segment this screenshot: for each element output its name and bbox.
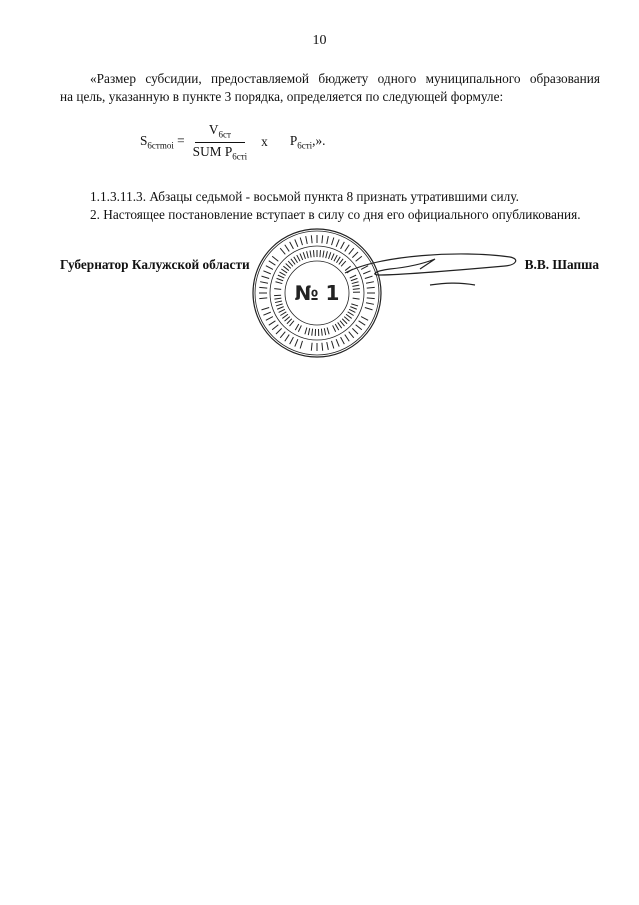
stamp-letter-mark	[353, 298, 360, 299]
stamp-letter-mark	[356, 325, 362, 330]
item-2: 2. Настоящее постановление вступает в силу со дня его официального опубликования.	[90, 207, 581, 222]
stamp-letter-mark	[365, 308, 373, 310]
stamp-letter-mark	[286, 264, 291, 269]
formula-fraction	[193, 122, 247, 161]
stamp-letter-mark	[277, 278, 284, 280]
stamp-letter-mark	[294, 257, 298, 263]
stamp-letter-mark	[280, 248, 285, 254]
stamp-letter-mark	[259, 287, 267, 288]
stamp-letter-mark	[336, 239, 339, 246]
stamp-letter-mark	[272, 256, 278, 261]
stamp-letter-mark	[366, 303, 374, 305]
stamp-letter-mark	[287, 319, 292, 324]
stamp-letter-mark	[285, 245, 289, 252]
stamp-letter-mark	[285, 317, 290, 322]
handwritten-signature	[340, 245, 530, 295]
stamp-letter-mark	[348, 312, 354, 316]
stamp-letter-mark	[291, 259, 295, 265]
paragraph-line-2: на цель, указанную в пункте 3 порядка, определяется по следующей формуле:	[60, 89, 504, 104]
stamp-letter-mark	[324, 328, 325, 335]
stamp-letter-mark	[311, 343, 312, 351]
stamp-letter-mark	[320, 250, 321, 257]
stamp-letter-mark	[263, 271, 270, 274]
stamp-letter-mark	[295, 339, 298, 346]
stamp-letter-mark	[266, 317, 273, 321]
stamp-letter-mark	[338, 322, 342, 328]
formula-lhs-group	[140, 133, 185, 151]
stamp-letter-mark	[312, 329, 313, 336]
formula	[140, 122, 325, 161]
formula-lhs-sub: 6стmoi	[147, 140, 174, 151]
stamp-letter-mark	[298, 325, 301, 331]
stamp-letter-mark	[329, 252, 331, 259]
stamp-letter-mark	[295, 324, 299, 330]
formula-times: x	[261, 133, 268, 149]
stamp-letter-mark	[303, 252, 305, 259]
stamp-letter-mark	[261, 308, 269, 310]
stamp-center-text: № 1	[294, 281, 340, 305]
stamp-letter-mark	[280, 332, 285, 338]
stamp-letter-mark	[288, 261, 293, 266]
stamp-letter-mark	[342, 319, 347, 324]
stamp-letter-mark	[322, 343, 323, 351]
stamp-letter-mark	[327, 328, 329, 335]
stamp-letter-mark	[322, 235, 323, 243]
stamp-letter-mark	[290, 337, 294, 344]
stamp-letter-mark	[274, 289, 281, 290]
stamp-letter-mark	[283, 266, 288, 270]
stamp-letter-mark	[290, 321, 294, 326]
stamp-letter-mark	[275, 301, 282, 303]
stamp-letter-mark	[335, 324, 339, 330]
stamp-letter-mark	[263, 312, 270, 315]
stamp-letter-mark	[259, 298, 267, 299]
signatory-title: Губернатор Калужской области	[60, 257, 250, 272]
stamp-letter-mark	[349, 332, 354, 338]
stamp-letter-mark	[295, 239, 298, 246]
stamp-letter-mark	[279, 309, 285, 312]
stamp-letter-mark	[279, 272, 285, 275]
formula-numerator-group	[195, 122, 245, 143]
stamp-letter-mark	[311, 235, 312, 243]
formula-lhs: S	[140, 132, 148, 148]
stamp-letter-mark	[327, 342, 329, 350]
stamp-letter-mark	[323, 251, 324, 258]
stamp-letter-mark	[332, 341, 334, 349]
stamp-letter-mark	[276, 304, 283, 306]
stamp-letter-mark	[280, 312, 286, 316]
page-number: 10	[312, 33, 327, 48]
stamp-letter-mark	[285, 335, 289, 342]
stamp-letter-mark	[306, 236, 308, 244]
stamp-letter-mark	[290, 242, 294, 249]
stamp-letter-mark	[308, 328, 309, 335]
formula-equals: =	[177, 132, 185, 148]
stamp-letter-mark	[334, 255, 337, 261]
item-1: 1.1.3.11.3. Абзацы седьмой - восьмой пункта 8 признать утратившими силу.	[90, 189, 519, 204]
formula-rhs-sub: 6стi	[297, 140, 313, 151]
formula-numerator: V	[208, 122, 219, 137]
stamp-letter-mark	[310, 251, 311, 258]
stamp-letter-mark	[276, 328, 282, 334]
stamp-letter-mark	[272, 325, 278, 330]
items	[60, 188, 600, 224]
stamp-letter-mark	[274, 298, 281, 299]
formula-denominator-group	[193, 143, 247, 162]
stamp-letter-mark	[341, 337, 345, 344]
stamp-letter-mark	[313, 250, 314, 257]
stamp-letter-mark	[333, 325, 336, 331]
stamp-letter-mark	[269, 261, 276, 265]
stamp-letter-mark	[300, 237, 302, 245]
stamp-letter-mark	[261, 276, 269, 278]
stamp-letter-mark	[332, 237, 334, 245]
stamp-letter-mark	[359, 321, 366, 325]
stamp-letter-mark	[327, 236, 329, 244]
formula-rhs: P	[289, 132, 298, 148]
stamp-letter-mark	[367, 298, 375, 299]
stamp-letter-mark	[260, 282, 268, 284]
stamp-letter-mark	[300, 254, 303, 260]
formula-numerator-sub: 6ст	[218, 129, 231, 140]
stamp-letter-mark	[336, 339, 339, 346]
stamp-letter-mark	[349, 309, 355, 312]
stamp-letter-mark	[351, 304, 358, 306]
stamp-letter-mark	[278, 275, 284, 278]
formula-rhs-group	[290, 133, 326, 151]
paragraph	[60, 70, 600, 106]
stamp-letter-mark	[321, 329, 322, 336]
stamp-letter-mark	[276, 282, 283, 284]
stamp-letter-mark	[305, 328, 307, 335]
stamp-letter-mark	[266, 266, 273, 270]
stamp-letter-mark	[297, 255, 300, 261]
formula-tail: ,».	[312, 132, 326, 148]
stamp-letter-mark	[352, 328, 358, 334]
stamp-letter-mark	[269, 321, 276, 325]
stamp-letter-mark	[277, 307, 283, 310]
stamp-letter-mark	[346, 314, 352, 318]
stamp-letter-mark	[282, 314, 288, 318]
stamp-letter-mark	[361, 317, 368, 321]
stamp-letter-mark	[300, 341, 302, 349]
formula-denominator-sub: 6стi	[232, 151, 248, 162]
stamp-letter-mark	[340, 321, 344, 326]
stamp-letter-mark	[307, 251, 309, 258]
paragraph-line-1: «Размер субсидии, предоставляемой бюджету одного муниципального образования	[90, 71, 600, 86]
stamp-letter-mark	[331, 254, 334, 260]
stamp-letter-mark	[281, 269, 287, 273]
stamp-letter-mark	[350, 307, 356, 310]
stamp-letter-mark	[344, 317, 349, 322]
stamp-letter-mark	[326, 251, 328, 258]
stamp-letter-mark	[345, 335, 349, 342]
signatory-name: В.В. Шапша	[524, 257, 599, 272]
formula-denominator: SUM P	[192, 143, 233, 159]
